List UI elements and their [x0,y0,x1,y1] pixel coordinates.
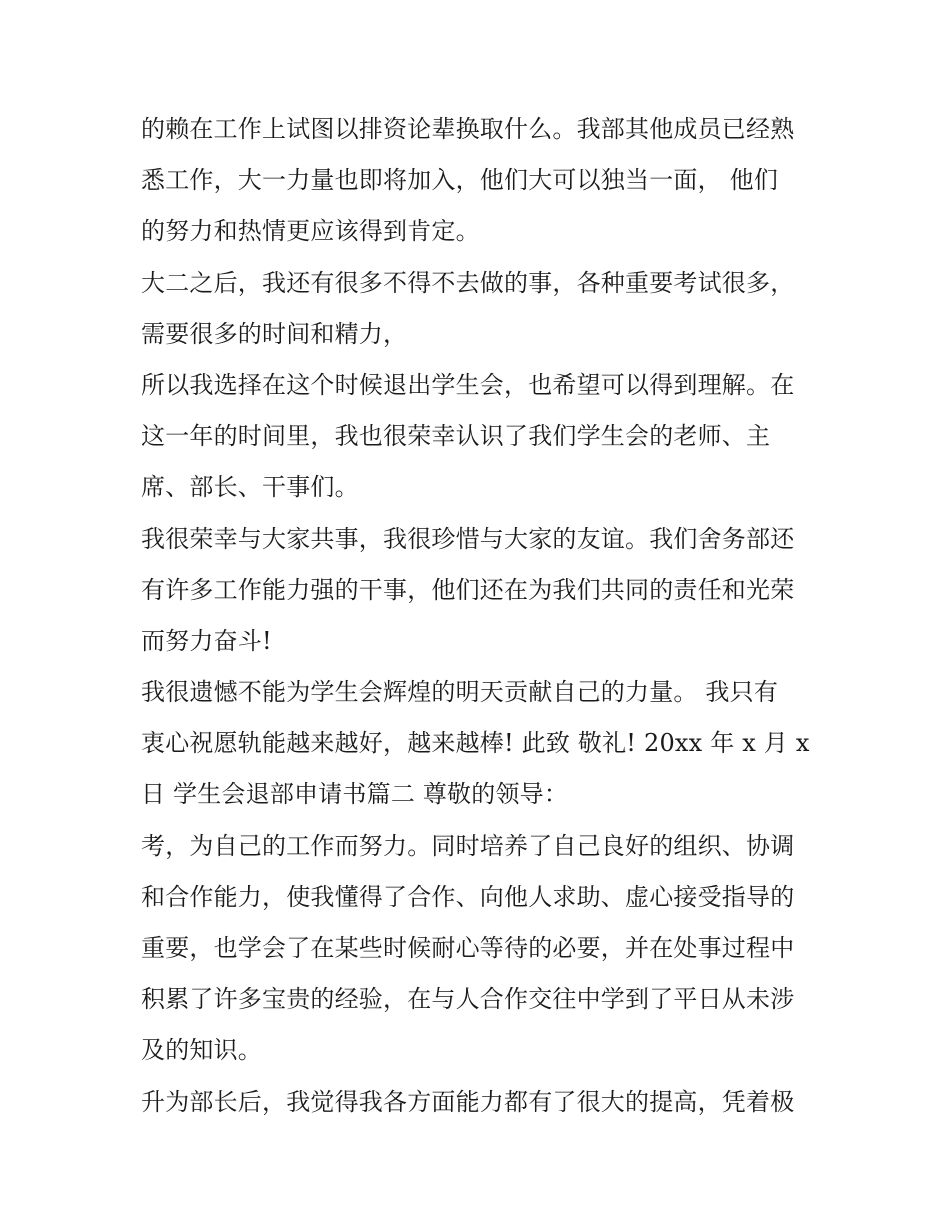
text-line: 重要，也学会了在某些时候耐心等待的必要，并在处事过程中 [141,934,795,962]
text-line: 的赖在工作上试图以排资论辈换取什么。我部其他成员已经熟 [141,115,795,143]
text-line: 及的知识。 [141,1036,262,1065]
text-line: 席、部长、干事们。 [141,473,359,502]
text-line: 考，为自己的工作而努力。同时培养了自己良好的组织、协调 [141,831,795,860]
text-line: 升为部长后，我觉得我各方面能力都有了很大的提高，凭着极 [141,1087,795,1116]
text-line: 需要很多的时间和精力， [141,319,408,348]
text-line: 这一年的时间里，我也很荣幸认识了我们学生会的老师、主 [141,422,771,451]
text-line: 悉工作，大一力量也即将加入，他们大可以独当一面， 他们 [141,166,779,195]
text-line: 衷心祝愿轨能越来越好，越来越棒! 此致 敬礼! 20xx 年 x 月 x [141,729,810,758]
text-line: 所以我选择在这个时候退出学生会，也希望可以得到理解。在 [141,370,795,399]
text-line: 积累了许多宝贵的经验，在与人合作交往中学到了平日从未涉 [141,985,795,1014]
text-line: 大二之后，我还有很多不得不去做的事，各种重要考试很多， [141,268,795,297]
text-line: 的努力和热情更应该得到肯定。 [141,217,480,246]
text-line: 我很荣幸与大家共事，我很珍惜与大家的友谊。我们舍务部还 [141,524,795,553]
text-line: 而努力奋斗! [141,626,272,655]
body-text [141,104,821,1128]
text-line: 有许多工作能力强的干事，他们还在为我们共同的责任和光荣 [141,575,795,604]
text-line: 日 学生会退部申请书篇二 尊敬的领导： [141,780,569,809]
text-line: 和合作能力，使我懂得了合作、向他人求助、虚心接受指导的 [141,882,795,911]
text-line: 我很遗憾不能为学生会辉煌的明天贡献自己的力量。 我只有 [141,678,779,707]
